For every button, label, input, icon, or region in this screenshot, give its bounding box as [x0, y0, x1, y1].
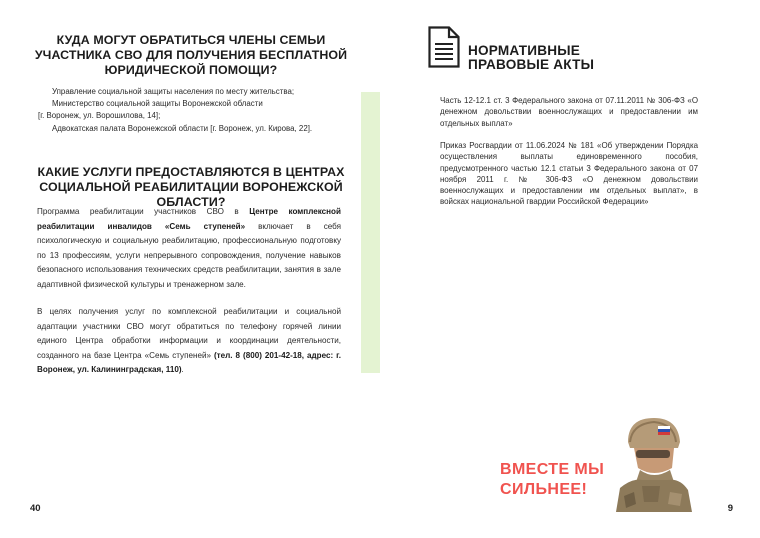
paragraph-text: включает в себя психологическую и социальную реабилитацию, профессиональную подготовку по 13 профессиям, услуги непрерывного сопровождения, получение навыков безопасного использования технических средств реабилитации, занятия в зале адаптивной физической культуры и тренажерном зале.: [37, 221, 341, 289]
legal-acts-title-line2: ПРАВОВЫЕ АКТЫ: [468, 57, 595, 73]
paragraph-text: В целях получения услуг по комплексной реабилитации и социальной адаптации участники СВО могут обратиться по телефону горячей линии единого Центра обработки информации и координации деятельности, созданного на базе Центра «Семь ступеней»: [37, 307, 341, 360]
legal-help-addresses: [38, 86, 358, 135]
rehab-services-heading: КАКИЕ УСЛУГИ ПРЕДОСТАВЛЯЮТСЯ В ЦЕНТРАХ СОЦИАЛЬНОЙ РЕАБИЛИТАЦИИ ВОРОНЕЖСКОЙ ОБЛАСТИ?: [37, 165, 345, 209]
legal-act-1: Часть 12-12.1 ст. 3 Федерального закона от 07.11.2011 № 306-ФЗ «О денежном довольствии военнослужащих и предоставлении им отдельных выплат»: [440, 96, 698, 128]
legal-act-2: Приказ Росгвардии от 11.06.2024 № 181 «Об утверждении Порядка осуществления выплаты единовременного пособия, предусмотренного частью 12.1 статьи 3 Федерального закона от 07 ноября 2011 г. № 306-ФЗ «О денежном довольствии военнослужащих и предоставлении им отдельных выплат», в войсках национальной гвардии Российской Федерации»: [440, 141, 698, 207]
paragraph-text: Программа реабилитации участников СВО в: [37, 207, 250, 216]
decorative-green-strip: [361, 92, 380, 373]
legal-acts-title: [468, 44, 594, 73]
page-number-right: 9: [727, 503, 733, 514]
slogan-line1: ВМЕСТЕ МЫ: [500, 461, 605, 478]
slogan: [500, 460, 604, 500]
address-line: Адвокатская палата Воронежской области [г. Воронеж, ул. Кирова, 22].: [52, 123, 313, 133]
slogan-line2: СИЛЬНЕЕ!: [500, 481, 588, 498]
center-name-bold: Центре комплексной реабилитации инвалидов «Семь ступеней»: [37, 207, 341, 231]
address-line: [г. Воронеж, ул. Ворошилова, 14];: [38, 111, 161, 121]
document-icon: [428, 26, 460, 68]
address-line: Министерство социальной защиты Воронежской области: [52, 99, 263, 109]
legal-acts-title-line1: НОРМАТИВНЫЕ: [468, 43, 581, 58]
soldier-illustration: [612, 412, 692, 512]
hotline-contact-bold: (тел. 8 (800) 201-42-18, адрес: г. Воронеж, ул. Калининградская, 110): [37, 350, 341, 375]
hotline-paragraph: [37, 305, 341, 378]
legal-help-heading: КУДА МОГУТ ОБРАТИТЬСЯ ЧЛЕНЫ СЕМЬИ УЧАСТНИКА СВО ДЛЯ ПОЛУЧЕНИЯ БЕСПЛАТНОЙ ЮРИДИЧЕСКОЙ ПОМОЩИ?: [34, 33, 348, 77]
address-line: Управление социальной защиты населения по месту жительства;: [52, 87, 295, 96]
rehab-program-paragraph: [37, 205, 341, 293]
page-number-left: 40: [30, 503, 41, 514]
paragraph-text: .: [181, 365, 184, 375]
right-page: [380, 0, 760, 538]
